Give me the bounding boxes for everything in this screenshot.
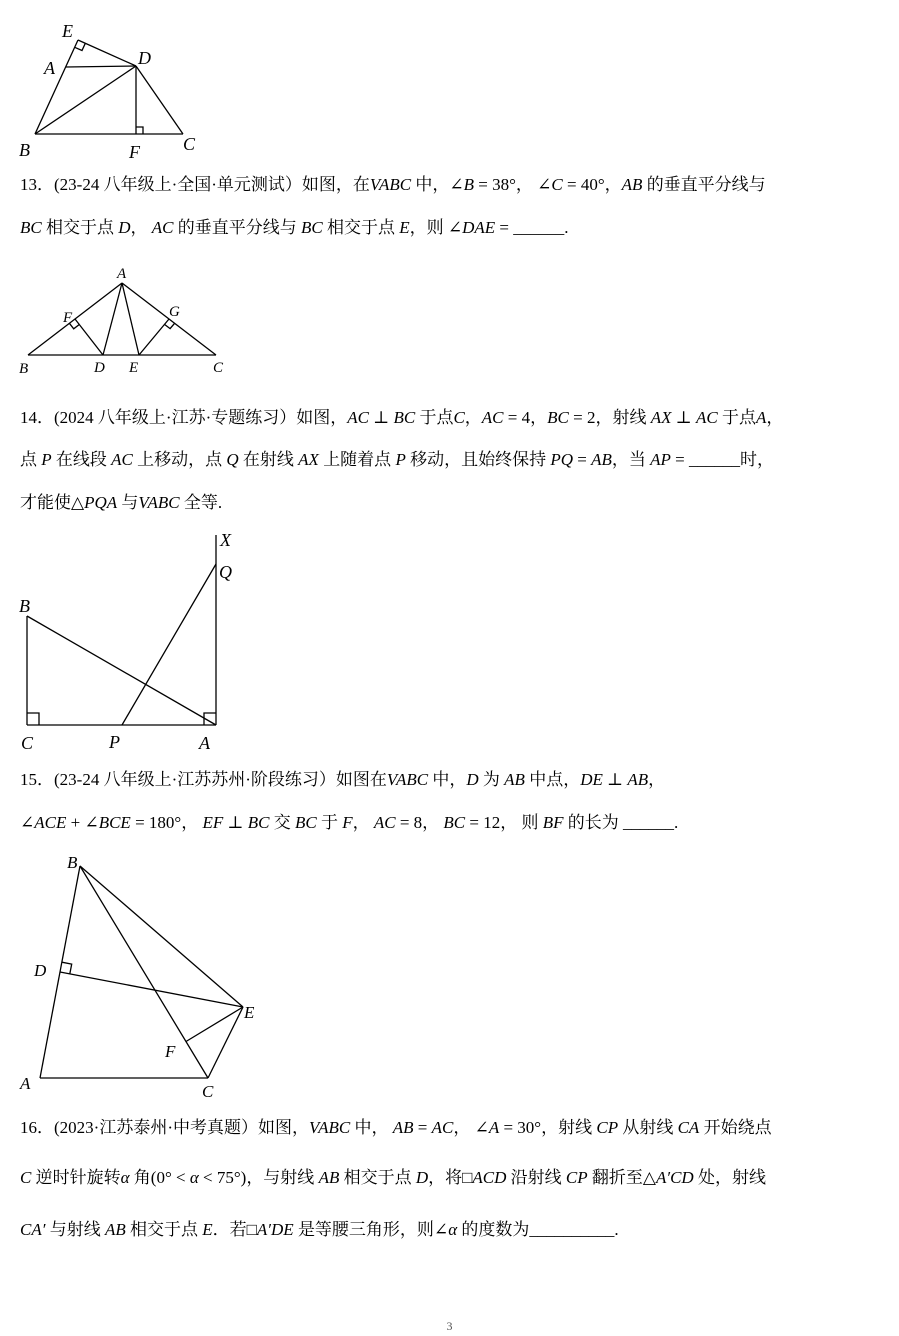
problem-14-line-3: 才能使△PQA 与VABC 全等. (20, 493, 223, 512)
problem-14-line-1: 14．(2024 八年级上·江苏·专题练习）如图，AC ⊥ BC 于点C，AC = 4，BC = 2，射线 AX ⊥ AC 于点A， (20, 408, 784, 427)
point-label-A: A (20, 1074, 31, 1093)
segment-BA (27, 616, 216, 725)
point-label-C: C (183, 134, 196, 154)
point-label-B: B (19, 596, 30, 616)
segment-PQ (122, 564, 216, 725)
page-number: 3 (446, 1319, 453, 1333)
point-label-D: D (34, 961, 47, 980)
problem-16-line-2: C 逆时针旋转α 角(0° < α < 75°)，与射线 AB 相交于点 D，将□ACD 沿射线 CP 翻折至△A′CD 处，射线 (20, 1168, 766, 1187)
point-label-G: G (169, 304, 180, 320)
top-geometry-figure (0, 0, 260, 170)
problem-14-line-2: 点 P 在线段 AC 上移动，点 Q 在射线 AX 上随着点 P 移动，且始终保持 PQ = AB，当 AP = ______时， (20, 450, 774, 469)
right-angle-mark-C (27, 713, 39, 725)
segment-DC (136, 66, 183, 134)
segment-BE (80, 866, 243, 1007)
point-label-A: A (199, 733, 210, 753)
segment-DE (60, 972, 243, 1007)
point-label-X: X (220, 530, 231, 550)
point-label-B: B (19, 140, 30, 160)
segment-ED (78, 40, 136, 66)
point-label-E: E (244, 1003, 255, 1022)
figure-13 (0, 262, 240, 382)
problem-15-line-2: ∠ACE + ∠BCE = 180°， EF ⊥ BC 交 BC 于 F， AC = 8， BC = 12， 则 BF 的长为 ______. (20, 813, 679, 832)
problem-16-line-3: CA′ 与射线 AB 相交于点 E．若□A′DE 是等腰三角形，则∠α 的度数为__________. (20, 1220, 619, 1239)
point-label-E: E (129, 360, 139, 376)
point-label-P: P (109, 732, 120, 752)
right-angle-mark-G (165, 323, 175, 328)
segment-AD (103, 283, 122, 355)
point-label-F: F (63, 310, 73, 326)
segment-AD (66, 66, 136, 67)
right-angle-mark-F (136, 127, 143, 134)
point-label-D: D (138, 48, 151, 68)
problem-13-line-2: BC 相交于点 D， AC 的垂直平分线与 BC 相交于点 E，则 ∠DAE = ______. (20, 218, 569, 237)
figure-15 (0, 845, 270, 1105)
point-label-E: E (62, 21, 73, 41)
point-label-C: C (21, 733, 34, 753)
point-label-D: D (94, 360, 105, 376)
problem-15-line-1: 15．(23-24 八年级上·江苏苏州·阶段练习）如图在VABC 中，D 为 AB 中点，DE ⊥ AB， (20, 770, 666, 789)
problem-13-line-1: 13．(23-24 八年级上·全国·单元测试）如图，在VABC 中，∠B = 38°， ∠C = 40°，AB 的垂直平分线与 (20, 175, 766, 194)
point-label-C: C (202, 1082, 214, 1101)
problem-16-line-1: 16．(2023·江苏泰州·中考真题）如图，VABC 中， AB = AC， ∠A = 30°，射线 CP 从射线 CA 开始绕点 (20, 1118, 772, 1137)
point-label-F: F (129, 142, 140, 162)
point-label-C: C (213, 360, 224, 376)
point-label-A: A (44, 58, 55, 78)
point-label-F: F (165, 1042, 176, 1061)
point-label-B: B (67, 853, 78, 872)
point-label-Q: Q (219, 562, 232, 582)
point-label-B: B (19, 361, 29, 377)
segment-BC (80, 866, 208, 1078)
figure-14 (0, 525, 250, 755)
point-label-A: A (117, 266, 127, 282)
